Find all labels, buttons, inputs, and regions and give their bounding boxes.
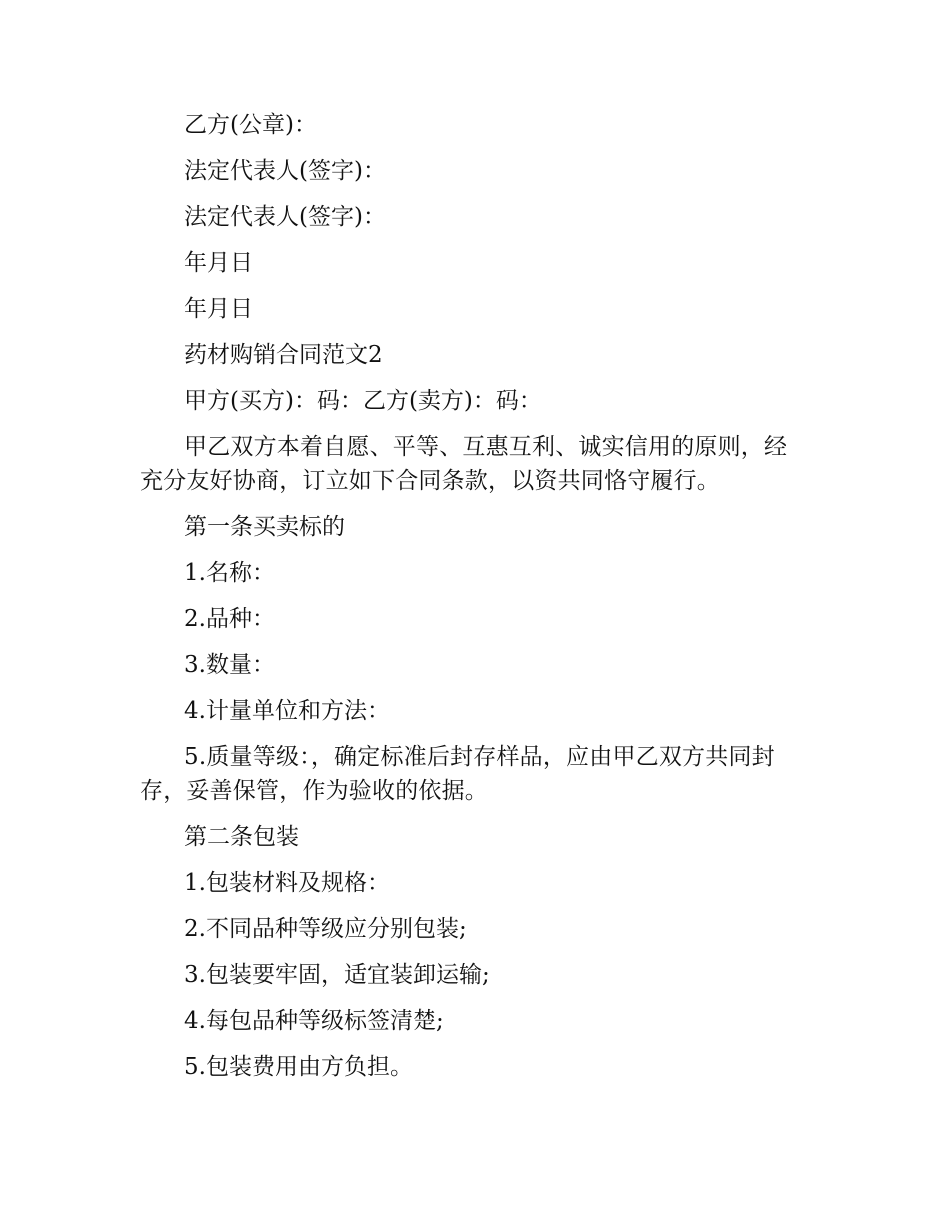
- date-line: 年月日: [184, 250, 253, 276]
- article-1-item: 1.名称：: [184, 560, 275, 586]
- legal-rep-signature-line: 法定代表人(签字)：: [184, 158, 386, 184]
- article-2-item: 4.每包品种等级标签清楚;: [184, 1008, 444, 1034]
- article-1-item: 3.数量：: [184, 652, 275, 678]
- article-1-item: 2.品种：: [184, 606, 275, 632]
- article-2-item: 2.不同品种等级应分别包装;: [184, 916, 467, 942]
- document-body: [140, 108, 810, 1096]
- article-2-item: 1.包装材料及规格：: [184, 870, 390, 896]
- article-1-item-quality: 5.质量等级：，确定标准后封存样品，应由甲乙双方共同封存，妥善保管，作为验收的依据。: [140, 744, 775, 804]
- party-b-seal-line: 乙方(公章)：: [184, 112, 317, 138]
- contract-title: 药材购销合同范文2: [184, 342, 383, 368]
- article-2-item: 5.包装费用由方负担。: [184, 1054, 413, 1080]
- article-2-heading: 第二条包装: [184, 824, 299, 850]
- article-1-item: 4.计量单位和方法：: [184, 698, 390, 724]
- article-1-heading: 第一条买卖标的: [184, 514, 345, 540]
- article-2-item: 3.包装要牢固，适宜装卸运输;: [184, 962, 490, 988]
- parties-line: 甲方(买方)：码：乙方(卖方)：码：: [184, 388, 542, 414]
- legal-rep-signature-line: 法定代表人(签字)：: [184, 204, 386, 230]
- date-line: 年月日: [184, 296, 253, 322]
- intro-paragraph: 甲乙双方本着自愿、平等、互惠互利、诚实信用的原则，经充分友好协商，订立如下合同条款，以资共同恪守履行。: [140, 434, 788, 494]
